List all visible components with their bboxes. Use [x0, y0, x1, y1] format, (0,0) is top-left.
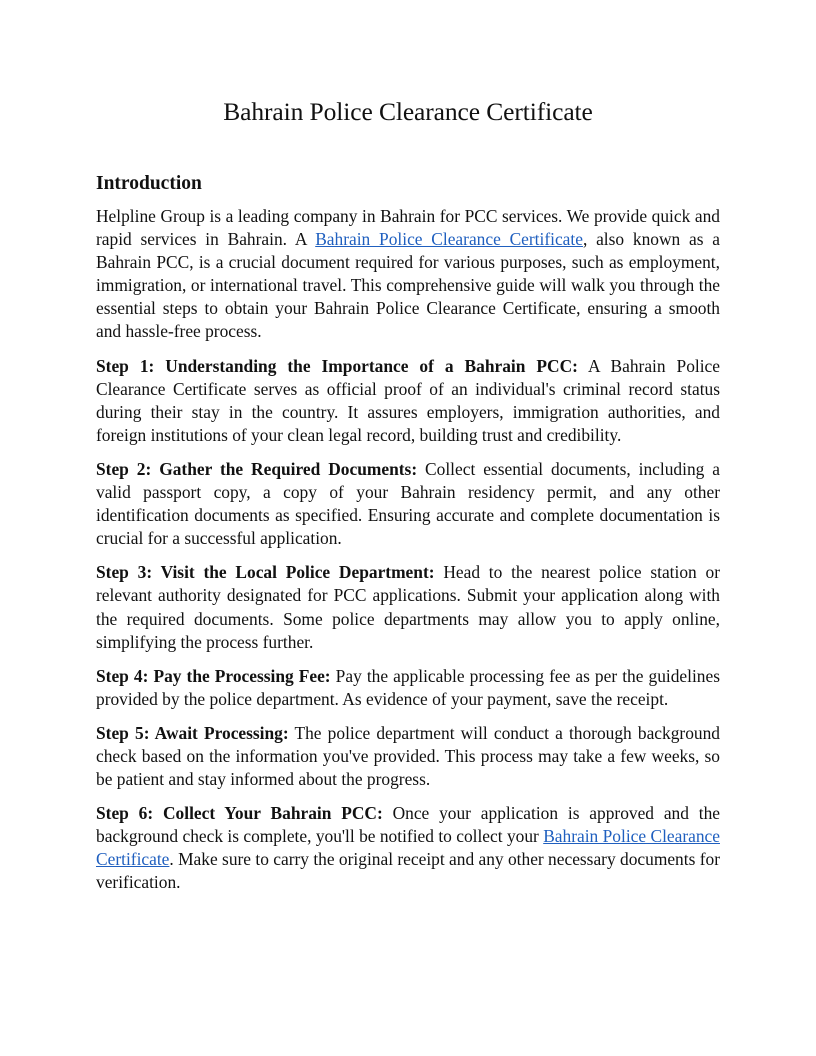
intro-text-1: Helpline Group is a leading company in Bahrain for PCC services. We provide quick and rapid services in Bahrain. A [96, 206, 720, 250]
step-2-paragraph [96, 458, 720, 550]
intro-text-2: , also known as a Bahrain PCC, is a crucial document required for various purposes, such as employment, immigration, or international travel. This comprehensive guide will walk you through the essential steps to obtain your Bahrain Police Clearance Certificate, ensuring a smooth and hassle-free process. [96, 229, 720, 342]
step-1-paragraph [96, 355, 720, 447]
step-2-label: Step 2: Gather the Required Documents: [96, 458, 418, 479]
step-6-label: Step 6: Collect Your Bahrain PCC: [96, 803, 383, 824]
page-title: Bahrain Police Clearance Certificate [223, 97, 593, 126]
step-3-text: Head to the nearest police station or relevant authority designated for PCC applications. Submit your application along with the required documents. Some police departments may allow you to apply online, simplifying the process further. [96, 562, 720, 652]
bahrain-pcc-link[interactable]: Bahrain Police Clearance Certificate [315, 229, 583, 250]
step-2-text: Collect essential documents, including a valid passport copy, a copy of your Bahrain residency permit, and any other identification documents as specified. Ensuring accurate and complete documentation is crucial for a successful application. [96, 458, 720, 549]
step-4-text: Pay the applicable processing fee as per the guidelines provided by the police department. As evidence of your payment, save the receipt. [96, 665, 720, 709]
intro-heading: Introduction [96, 173, 202, 194]
step-3-paragraph [96, 561, 720, 653]
step-1-text: A Bahrain Police Clearance Certificate serves as official proof of an individual's criminal record status during their stay in the country. It assures employers, immigration authorities, and foreign institutions of your clean legal record, building trust and credibility. [96, 355, 720, 445]
bahrain-pcc-link-2[interactable]: Bahrain Police Clearance Certificate [96, 826, 720, 870]
step-5-label: Step 5: Await Processing: [96, 722, 289, 743]
step-3-label: Step 3: Visit the Local Police Department: [96, 562, 435, 583]
step-5-paragraph [96, 722, 720, 791]
step-6-paragraph [96, 802, 720, 894]
intro-paragraph [96, 205, 720, 344]
step-4-label: Step 4: Pay the Processing Fee: [96, 665, 331, 686]
document-page [96, 0, 720, 895]
step-6-text-after: . Make sure to carry the original receipt and any other necessary documents for verification. [96, 849, 720, 893]
step-6-text: Once your application is approved and the background check is complete, you'll be notified to collect your [96, 803, 720, 847]
step-5-text: The police department will conduct a thorough background check based on the information you've provided. This process may take a few weeks, so be patient and stay informed about the progress. [96, 722, 720, 790]
step-1-label: Step 1: Understanding the Importance of a Bahrain PCC: [96, 355, 578, 376]
step-4-paragraph [96, 665, 720, 711]
